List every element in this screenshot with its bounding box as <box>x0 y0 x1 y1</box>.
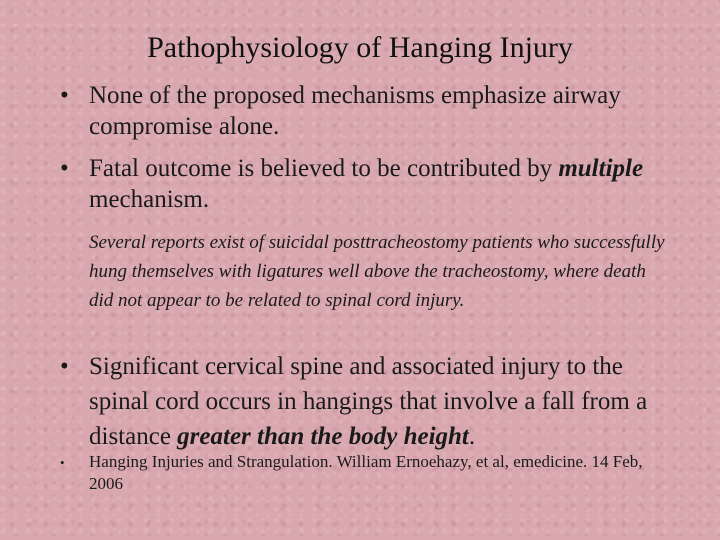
bullet-text: None of the proposed mechanisms emphasize airway compromise alone. <box>89 82 621 140</box>
italic-note: Several reports exist of suicidal posttracheostomy patients who successfully hung themselves with ligatures well above the tracheostomy, where death did not appear to be related to spinal cord injury. <box>89 232 665 311</box>
emphasis-text: multiple <box>558 155 644 182</box>
slide-title: Pathophysiology of Hanging Injury <box>147 31 573 64</box>
bullet-icon: • <box>60 155 69 182</box>
bullet-item <box>60 153 660 215</box>
bullet-icon: • <box>60 353 69 380</box>
bullet-text: Fatal outcome is believed to be contributed by multiple mechanism. <box>89 155 644 213</box>
emphasis-text: greater than the body height <box>177 423 469 450</box>
bullet-item <box>60 349 660 454</box>
reference-text: Hanging Injuries and Strangulation. William Ernoehazy, et al, emedicine. 14 Feb, 2006 <box>89 452 643 493</box>
bullet-icon: • <box>60 82 69 109</box>
reference-item <box>60 451 660 495</box>
bullet-text: Significant cervical spine and associated injury to the spinal cord occurs in hangings that involve a fall from a distance greater than the body height. <box>89 353 648 450</box>
bullet-icon: • <box>60 455 65 470</box>
bullet-item <box>60 80 660 142</box>
